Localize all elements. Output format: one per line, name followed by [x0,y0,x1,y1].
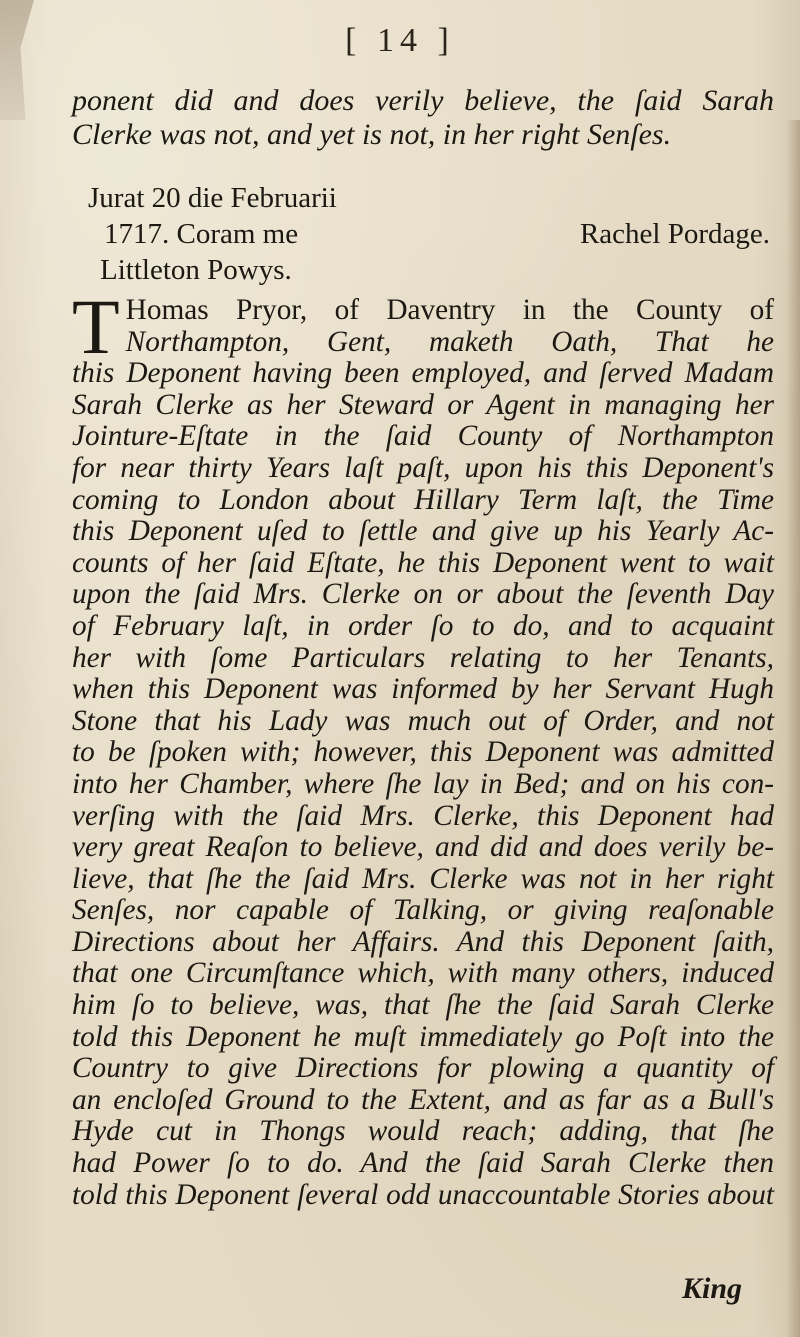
jurat-judge-line [88,252,770,288]
jurat-signature-line [88,216,770,252]
deposition-line: an encloſed Ground to the Extent, and as far as a Bull's [72,1083,774,1116]
deposition-line: very great Reaſon to believe, and did and does verily be- [72,831,774,864]
deposition-line: Hyde cut in Thongs would reach; adding, that ſhe [72,1115,774,1148]
deposition-line: of February laſt, in order ſo to do, and to acquaint [72,609,774,642]
deposition-line: counts of her ſaid Eſtate, he this Deponent went to wait [72,546,774,579]
judge-signature: Littleton Powys. [100,254,292,286]
deposition-line: Northampton, Gent, maketh Oath, That he [125,325,774,358]
jurat-date-line [88,180,337,216]
opening-paragraph [72,84,774,152]
jurat-block [88,180,770,288]
deposition-line: Country to give Directions for plowing a quantity of [72,1052,774,1085]
deposition-line: coming to London about Hillary Term laſt, the Time [72,483,774,516]
deposition-line: for near thirty Years laſt paſt, upon his this Deponent's [72,451,774,484]
deposition-line: told this Deponent he muſt immediately go Poſt into the [72,1020,774,1053]
deposition-line: him ſo to believe, was, that ſhe the ſaid Sarah Clerke [72,989,774,1022]
deposition-line: verſing with the ſaid Mrs. Clerke, this Deponent had [72,799,774,832]
deposition-line: Sarah Clerke as her Steward or Agent in managing her [72,388,774,421]
deposition-line: this Deponent having been employed, and ſerved Madam [72,357,774,390]
deposition-line: that one Circumſtance which, with many others, induced [72,957,774,990]
deposition-line: to be ſpoken with; however, this Deponent was admitted [72,736,774,769]
deposition-line: told this Deponent ſeveral odd unaccountable Stories about [72,1178,774,1211]
jurat-date: Jurat 20 die Februarii [88,182,337,214]
deposition-line: Senſes, nor capable of Talking, or giving reaſonable [72,894,774,927]
opening-line: Clerke was not, and yet is not, in her right Senſes. [72,118,672,151]
opening-line: ponent did and does verily believe, the ſaid Sarah [72,84,774,117]
deposition-line: had Power ſo to do. And the ſaid Sarah Clerke then [72,1147,774,1180]
deposition-line: when this Deponent was informed by her Servant Hugh [72,673,774,706]
deposition-line: her with ſome Particulars relating to her Tenants, [72,641,774,674]
deposition-line: Jointure-Eſtate in the ſaid County of Northampton [72,420,774,453]
page-number: [ 14 ] [345,22,455,59]
torn-page-corner [0,0,34,120]
deposition-line: Stone that his Lady was much out of Order, and not [72,704,774,737]
deposition-line: lieve, that ſhe the ſaid Mrs. Clerke was not in her right [72,862,774,895]
deposition-line: into her Chamber, where ſhe lay in Bed; and on his con- [72,767,774,800]
deposition-line: this Deponent uſed to ſettle and give up his Yearly Ac- [72,515,774,548]
deposition-line: upon the ſaid Mrs. Clerke on or about the ſeventh Day [72,578,774,611]
deposition-line: Directions about her Affairs. And this Deponent ſaith, [72,925,774,958]
deponent-signature: Rachel Pordage. [579,218,770,250]
catchword: King [681,1272,742,1305]
deposition-paragraph [72,283,774,1211]
jurat-coram: 1717. Coram me [104,218,299,250]
page-gutter-shadow [786,120,800,1337]
deposition-first-line: Homas Pryor, of Daventry in the County of [125,294,774,326]
drop-cap: T [72,283,120,370]
